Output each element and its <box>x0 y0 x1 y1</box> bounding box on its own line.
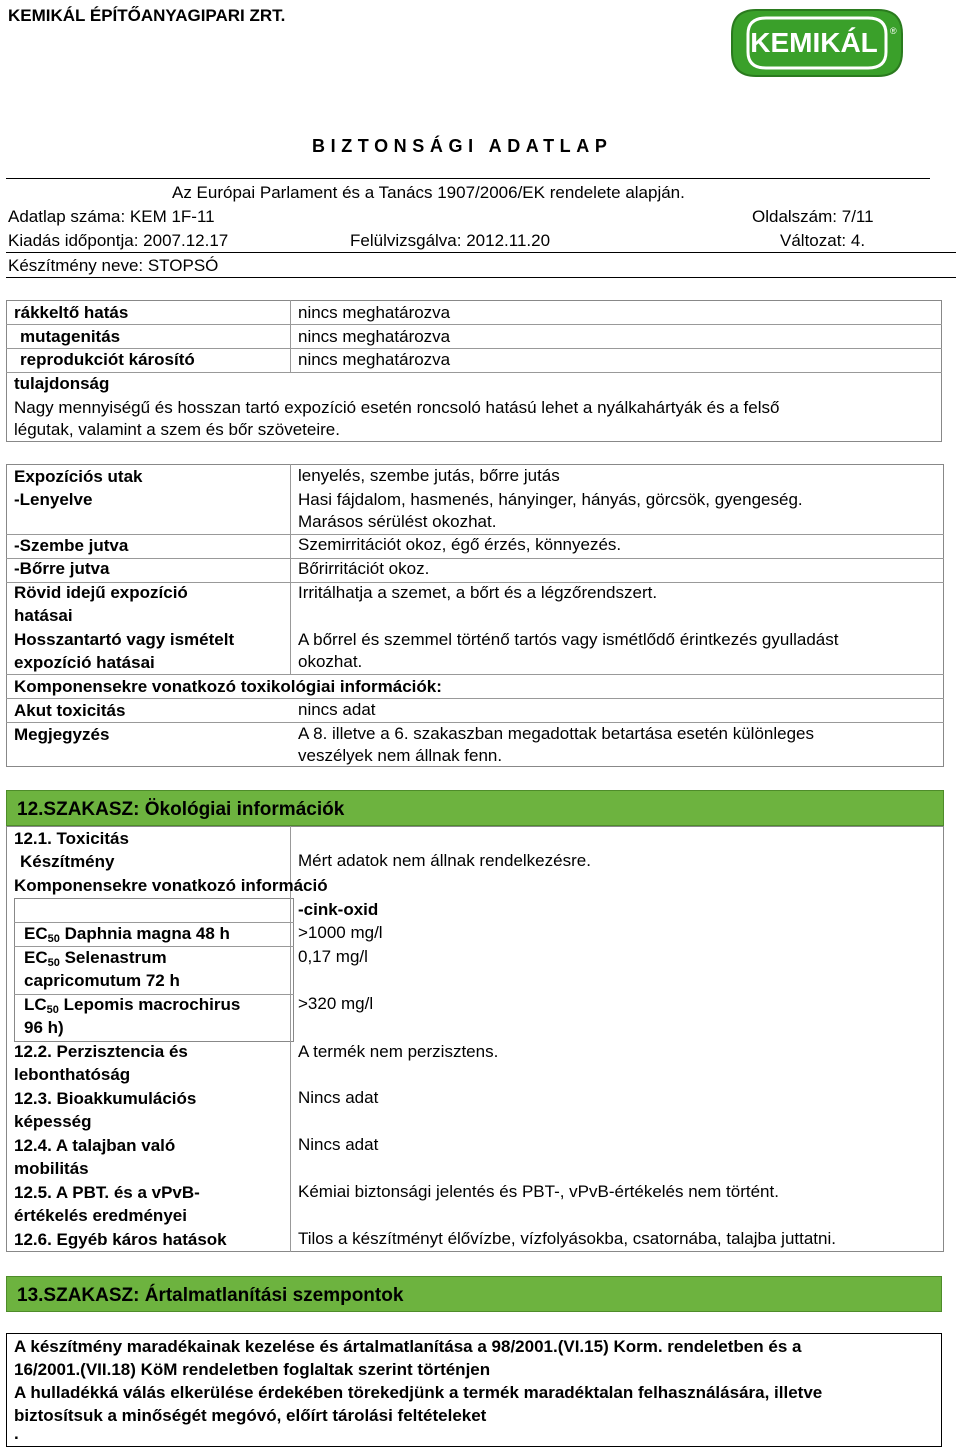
szembe-label: -Szembe jutva <box>14 536 129 555</box>
tox-value-rakkelto: nincs meghatározva <box>298 303 451 322</box>
ec50-selenastrum-label: $EC_{50}$ Selenastrum <box>24 948 167 969</box>
expo-label: Expozíciós utak <box>14 467 143 486</box>
tox-note-line2: légutak, valamint a szem és bőr szöveteire. <box>14 420 340 439</box>
ec50-daphnia-label: $EC_{50}$ Daphnia magna 48 h <box>24 924 230 945</box>
tox-value-mutagenitas: nincs meghatározva <box>298 327 451 346</box>
ec50-selenastrum-value: 0,17 mg/l <box>298 947 368 966</box>
lc50-lepomis-label-2: 96 h) <box>24 1018 64 1037</box>
p125-value: Kémiai biztonsági jelentés és PBT-, vPvB-értékelés nem történt. <box>298 1182 779 1201</box>
lenyelve-value-1: Hasi fájdalom, hasmenés, hányinger, hányás, görcsök, gyengeség. <box>298 490 803 509</box>
p123-label-1: 12.3. Bioakkumulációs <box>14 1089 197 1108</box>
sheet-number: Adatlap száma: KEM 1F-11 <box>8 207 215 226</box>
product-name: Készítmény neve: STOPSÓ <box>8 256 219 275</box>
revision-date: Felülvizsgálva: 2012.11.20 <box>350 231 551 250</box>
p123-value: Nincs adat <box>298 1088 379 1107</box>
toxicitas-heading: 12.1. Toxicitás <box>14 829 129 848</box>
regulation-text: Az Európai Parlament és a Tanács 1907/2006/EK rendelete alapján. <box>172 183 685 202</box>
svg-text:®: ® <box>890 26 897 36</box>
tox-label-reprodukcio: reprodukciót károsító <box>20 350 195 369</box>
komp-info-label: Komponensekre vonatkozó információ <box>14 876 328 895</box>
kemikal-logo <box>726 4 908 82</box>
rovid-label-1: Rövid idejű expozíció <box>14 583 188 602</box>
hossz-label-1: Hosszantartó vagy ismételt <box>14 630 235 649</box>
komp-tox-label: Komponensekre vonatkozó toxikológiai információk: <box>14 677 442 696</box>
p123-label-2: képesség <box>14 1112 92 1131</box>
hossz-value-1: A bőrrel és szemmel történő tartós vagy ismétlődő érintkezés gyulladást <box>298 630 839 649</box>
company-name: KEMIKÁL ÉPÍTŐANYAGIPARI ZRT. <box>8 6 286 25</box>
document-title: BIZTONSÁGI ADATLAP <box>312 136 613 156</box>
lenyelve-value-2: Marásos sérülést okozhat. <box>298 512 497 531</box>
section-12-title: 12.SZAKASZ: Ökológiai információk <box>17 799 345 820</box>
borre-label: -Bőrre jutva <box>14 559 110 578</box>
rovid-value: Irritálhatja a szemet, a bőrt és a légzőrendszert. <box>298 583 658 602</box>
megjegyzes-label: Megjegyzés <box>14 725 110 744</box>
lenyelve-label: -Lenyelve <box>14 490 93 509</box>
lc50-lepomis-value: >320 mg/l <box>298 994 374 1013</box>
tox-value-reprodukcio: nincs meghatározva <box>298 350 451 369</box>
tox-note-line1: Nagy mennyiségű és hosszan tartó expozíció esetén roncsoló hatású lehet a nyálkahártyák és a felső <box>14 398 780 417</box>
p122-label-1: 12.2. Perzisztencia és <box>14 1042 188 1061</box>
section-13-title: 13.SZAKASZ: Ártalmatlanítási szempontok <box>17 1285 404 1306</box>
p126-value: Tilos a készítményt élővízbe, vízfolyásokba, csatornába, talajba juttatni. <box>298 1229 836 1248</box>
szembe-value: Szemirritációt okoz, égő érzés, könnyezés. <box>298 535 622 554</box>
hossz-label-2: expozíció hatásai <box>14 653 155 672</box>
p124-label-1: 12.4. A talajban való <box>14 1136 176 1155</box>
akut-value: nincs adat <box>298 700 376 719</box>
tox-label-tulajdonsag: tulajdonság <box>14 374 110 393</box>
svg-text:KEMIKÁL: KEMIKÁL <box>750 27 878 58</box>
cink-oxid-label: -cink-oxid <box>298 900 379 919</box>
disposal-line-2: 16/2001.(VII.18) KöM rendeletben foglaltak szerint történjen <box>14 1360 491 1379</box>
p125-label-1: 12.5. A PBT. és a vPvB- <box>14 1183 200 1202</box>
page-number: Oldalszám: 7/11 <box>752 207 874 226</box>
tox-label-rakkelto: rákkeltő hatás <box>14 303 129 322</box>
disposal-line-5: . <box>14 1424 19 1443</box>
p126-label: 12.6. Egyéb káros hatások <box>14 1230 227 1249</box>
keszitmeny-value: Mért adatok nem állnak rendelkezésre. <box>298 851 591 870</box>
ec50-selenastrum-label-2: capricomutum 72 h <box>24 971 180 990</box>
disposal-line-4: biztosítsuk a minőségét megóvó, előírt tárolási feltételeket <box>14 1406 487 1425</box>
p125-label-2: értékelés eredményei <box>14 1206 187 1225</box>
section-12-header <box>6 790 944 826</box>
hossz-value-2: okozhat. <box>298 652 363 671</box>
ec50-daphnia-value: >1000 mg/l <box>298 923 383 942</box>
expo-value: lenyelés, szembe jutás, bőrre jutás <box>298 466 560 485</box>
keszitmeny-label: Készítmény <box>20 852 115 871</box>
megjegyzes-value-2: veszélyek nem állnak fenn. <box>298 746 503 765</box>
p122-value: A termék nem perzisztens. <box>298 1042 499 1061</box>
megjegyzes-value-1: A 8. illetve a 6. szakaszban megadottak betartása esetén különleges <box>298 724 814 743</box>
issue-date: Kiadás időpontja: 2007.12.17 <box>8 231 229 250</box>
akut-label: Akut toxicitás <box>14 701 126 720</box>
borre-value: Bőrirritációt okoz. <box>298 559 430 578</box>
section-13-header <box>6 1276 942 1312</box>
version: Változat: 4. <box>780 231 866 250</box>
p124-label-2: mobilitás <box>14 1159 89 1178</box>
rovid-label-2: hatásai <box>14 606 73 625</box>
p124-value: Nincs adat <box>298 1135 379 1154</box>
disposal-line-3: A hulladékká válás elkerülése érdekében törekedjünk a termék maradéktalan felhasználására, illetve <box>14 1383 823 1402</box>
lc50-lepomis-label: $LC_{50}$ Lepomis macrochirus <box>24 995 241 1016</box>
disposal-line-1: A készítmény maradékainak kezelése és ártalmatlanítása a 98/2001.(VI.15) Korm. rendeletben és a <box>14 1337 802 1356</box>
tox-label-mutagenitas: mutagenitás <box>20 327 121 346</box>
p122-label-2: lebonthatóság <box>14 1065 131 1084</box>
